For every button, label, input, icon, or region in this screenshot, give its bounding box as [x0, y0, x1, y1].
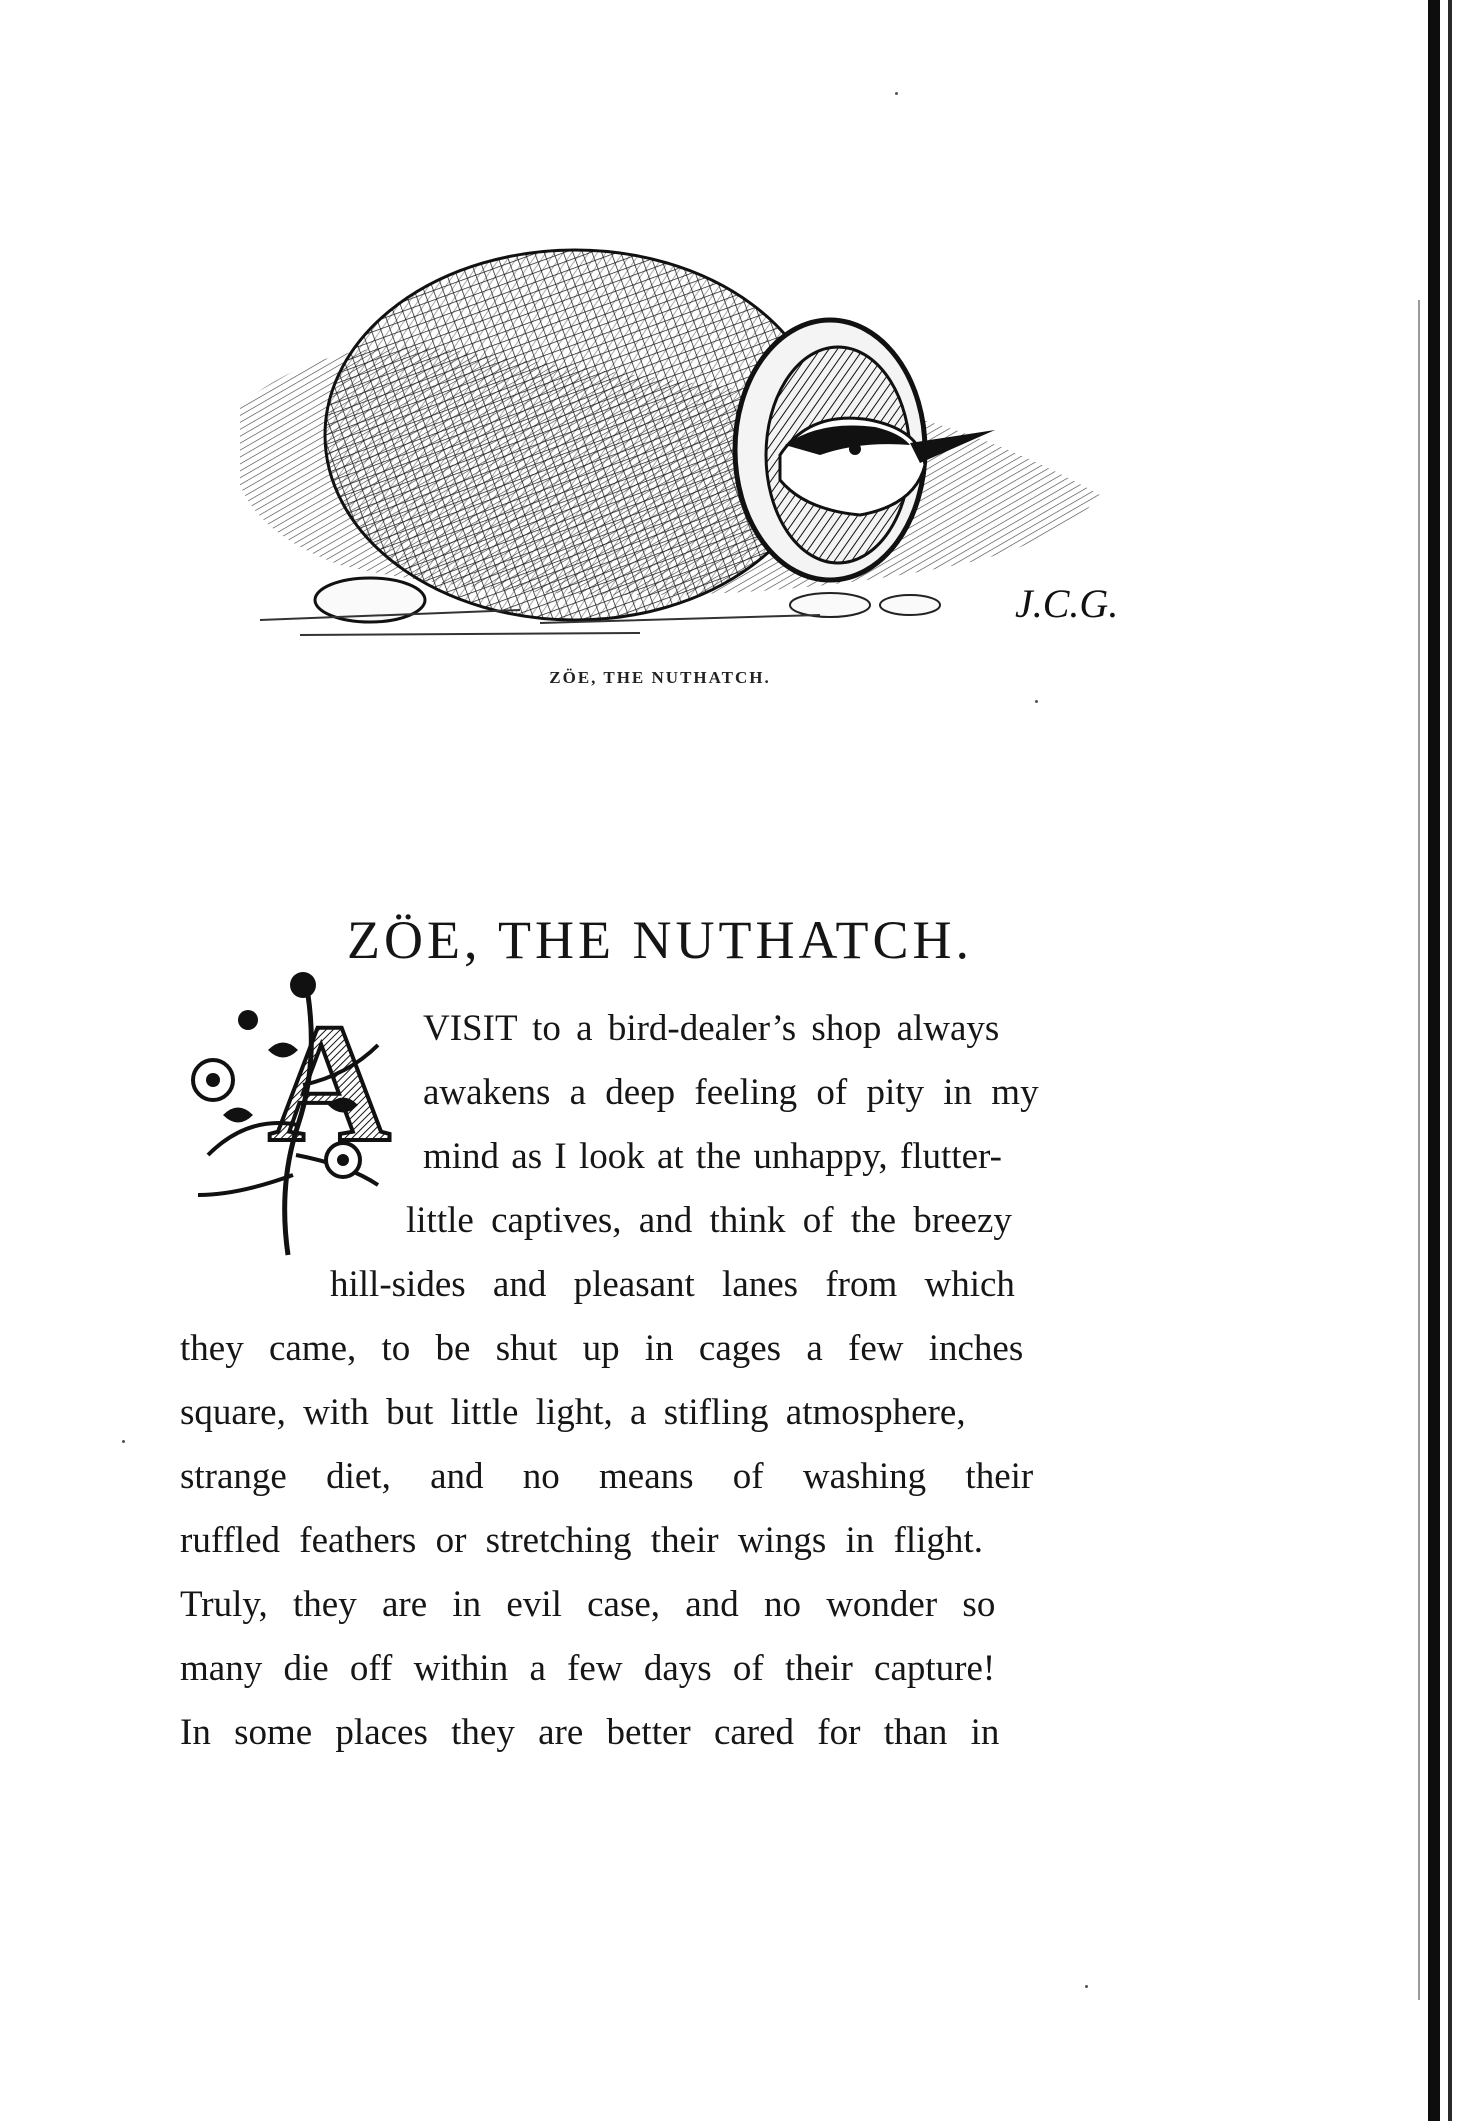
paper-speck — [122, 1440, 125, 1443]
body-text-line: Truly, they are in evil case, and no wonder so — [180, 1584, 996, 1625]
artist-signature: J.C.G. — [1015, 581, 1119, 626]
paper-speck — [1085, 1985, 1088, 1988]
body-text-line: mind as I look at the unhappy, flutter- — [423, 1136, 1002, 1177]
body-text-line: little captives, and think of the breezy — [406, 1200, 1012, 1241]
paper-speck — [895, 92, 898, 95]
body-text-line: strange diet, and no means of washing their — [180, 1456, 1034, 1497]
illustration-caption: ZÖE, THE NUTHATCH. — [549, 668, 771, 687]
body-text-line: many die off within a few days of their capture! — [180, 1648, 996, 1689]
paper-speck — [1035, 700, 1038, 703]
body-text-line: they came, to be shut up in cages a few inches — [180, 1328, 1024, 1369]
body-text-line: ruffled feathers or stretching their wings in flight. — [180, 1520, 983, 1561]
book-spine-edge-outer — [1448, 0, 1452, 2121]
body-text-line: hill-sides and pleasant lanes from which — [330, 1264, 1015, 1305]
chapter-title: ZÖE, THE NUTHATCH. — [347, 910, 973, 971]
body-text-line: awakens a deep feeling of pity in my — [423, 1072, 1039, 1113]
body-text-line: VISIT to a bird-dealer’s shop always — [423, 1008, 1000, 1049]
page-edge-shadow — [1418, 300, 1420, 2000]
book-spine-edge — [1428, 0, 1440, 2121]
nuthatch-nest-engraving — [220, 205, 1130, 655]
floral-drop-cap — [178, 965, 406, 1267]
body-text-line: square, with but little light, a stifling atmosphere, — [180, 1392, 966, 1433]
drop-cap-letter: A — [268, 989, 391, 1177]
body-text-line: In some places they are better cared for than in — [180, 1712, 1000, 1753]
